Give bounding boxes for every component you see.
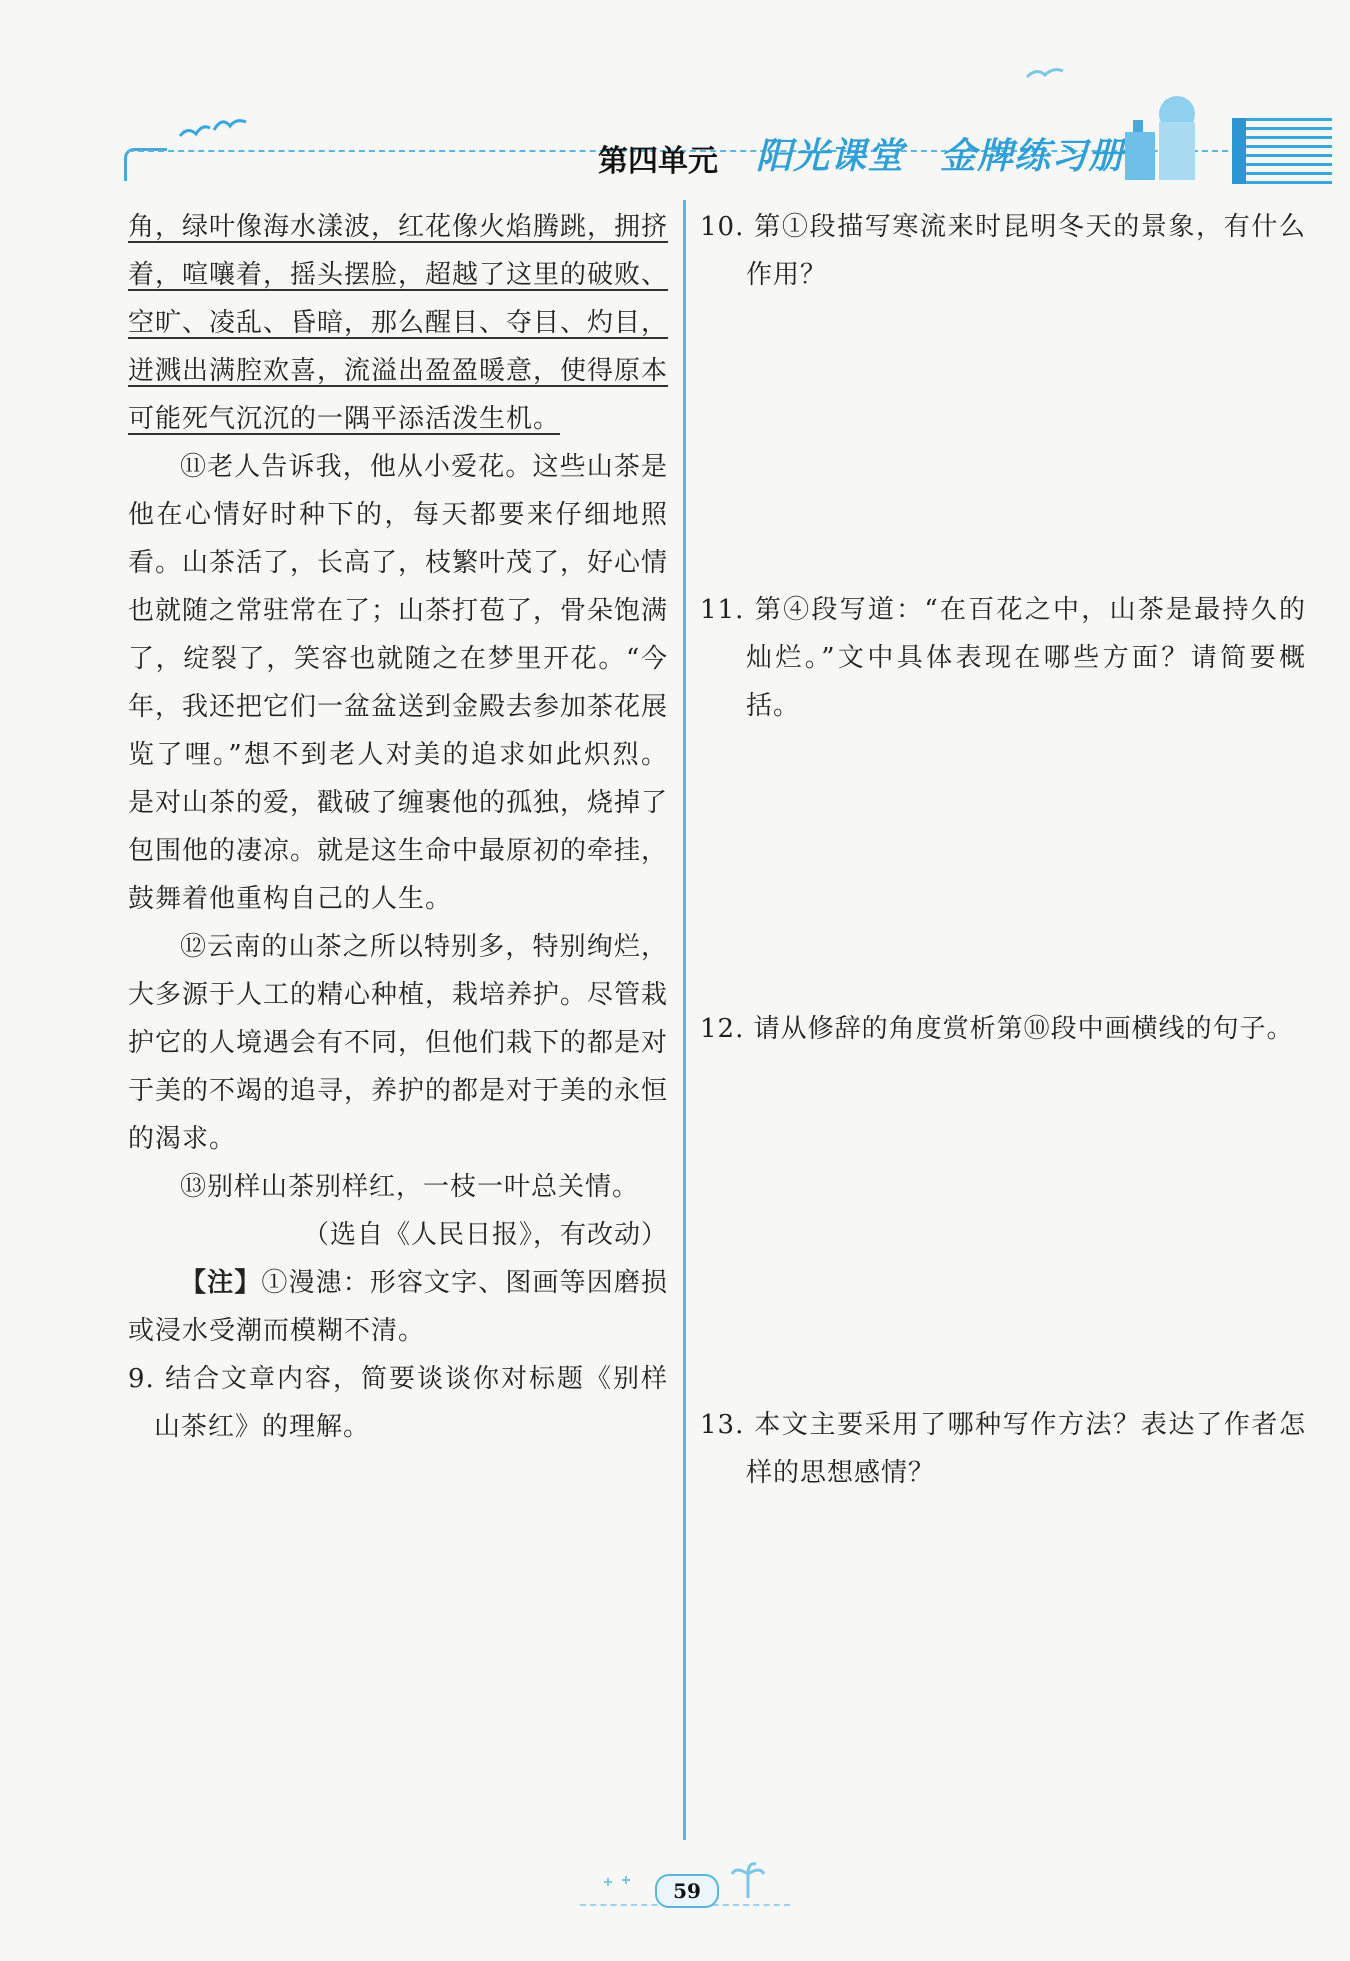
building-decoration-icon — [1115, 92, 1210, 182]
star-decoration-icon — [600, 1872, 640, 1892]
paragraph-12: ⑫云南的山茶之所以特别多，特别绚烂，大多源于人工的精心种植，栽培养护。尽管栽护它的人境遇会有不同，但他们栽下的都是对于美的不竭的追寻，养护的都是对于美的永恒的渴求。 — [128, 932, 669, 1154]
series-title-b: 金牌练习册 — [940, 135, 1126, 177]
footnote-text: ①漫漶：形容文字、图画等因磨损或浸水受潮而模糊不清。 — [128, 1268, 668, 1346]
left-column — [128, 203, 668, 1451]
header-stripes-bar — [1232, 118, 1246, 184]
question-10: 10. 第①段描写寒流来时昆明冬天的景象，有什么作用？ — [700, 212, 1306, 290]
bird-icon — [1025, 65, 1065, 85]
series-title — [756, 128, 1125, 179]
paragraph-11: ⑪老人告诉我，他从小爱花。这些山茶是他在心情好时种下的，每天都要来仔细地照看。山茶活了，长高了，枝繁叶茂了，好心情也就随之常驻常在了；山茶打苞了，骨朵饱满了，绽裂了，笑容也就随之在梦里开花。“今年，我还把它们一盆盆送到金殿去参加茶花展览了哩。”想不到老人对美的追求如此炽烈。是对山茶的爱，戳破了缠裹他的孤独，烧掉了包围他的凄凉。就是这生命中最原初的牵挂，鼓舞着他重构自己的人生。 — [128, 452, 669, 914]
palm-tree-icon — [728, 1860, 768, 1900]
series-title-a: 阳光课堂 — [756, 135, 905, 177]
footnote — [128, 1259, 668, 1355]
header-hook-decoration — [124, 148, 167, 181]
footnote-label: 【注】 — [180, 1268, 262, 1298]
unit-title: 第四单元 — [598, 144, 718, 179]
page-number: 59 — [655, 1874, 719, 1908]
question-13: 13. 本文主要采用了哪种写作方法？表达了作者怎样的思想感情？ — [700, 1410, 1306, 1488]
paragraph-10-continued — [128, 203, 668, 443]
seagulls-icon — [178, 116, 248, 150]
column-divider — [683, 200, 686, 1840]
question-9: 9. 结合文章内容，简要谈谈你对标题《别样山茶红》的理解。 — [128, 1364, 668, 1442]
source-citation: （选自《人民日报》，有改动） — [302, 1220, 668, 1250]
question-12: 12. 请从修辞的角度赏析第⑩段中画横线的句子。 — [700, 1014, 1294, 1044]
header-stripes — [1232, 118, 1332, 184]
paragraph-13: ⑬别样山茶别样红，一枝一叶总关情。 — [180, 1172, 640, 1202]
question-11: 11. 第④段写道：“在百花之中，山茶是最持久的灿烂。”文中具体表现在哪些方面？请简要概括。 — [700, 595, 1306, 721]
underlined-sentence: 角，绿叶像海水漾波，红花像火焰腾跳，拥挤着，喧嚷着，摇头摆脸，超越了这里的破败、空旷、凌乱、昏暗，那么醒目、夺目、灼目，迸溅出满腔欢喜，流溢出盈盈暖意，使得原本可能死气沉沉的一隅平添活泼生机。 — [128, 212, 669, 434]
page-header — [0, 0, 1350, 200]
